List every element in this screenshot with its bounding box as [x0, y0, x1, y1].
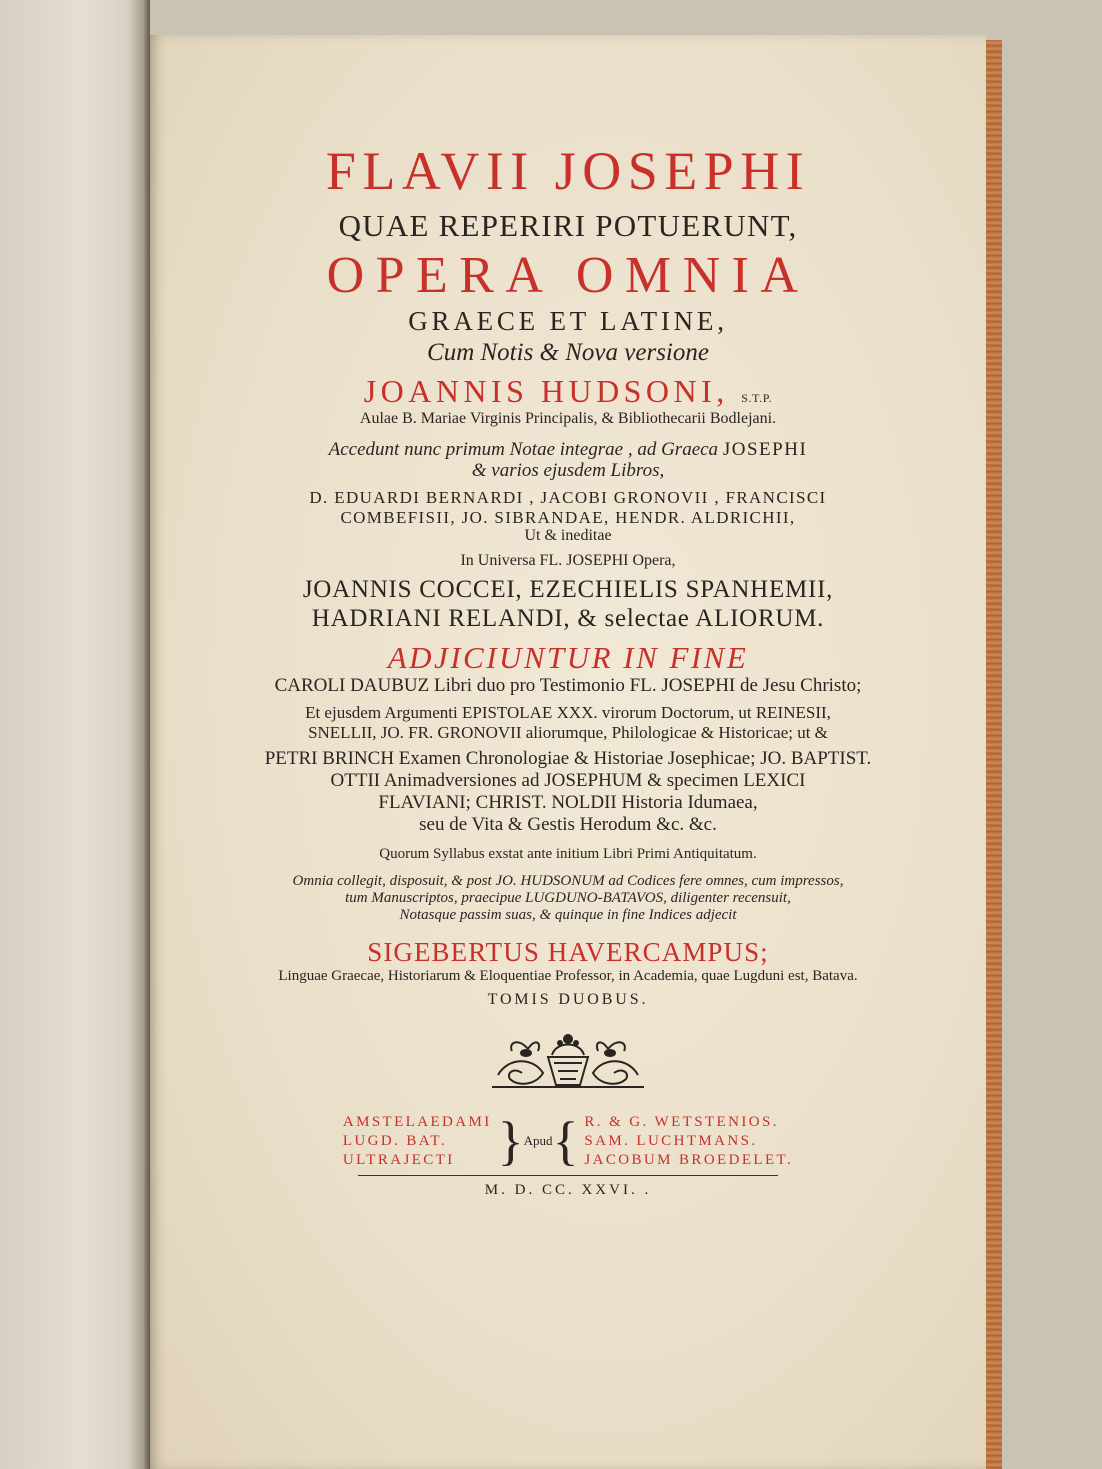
page-edges	[986, 40, 1002, 1469]
collegit-line-2: tum Manuscriptos, praecipue LUGDUNO-BATAVOS, diligenter recensuit,	[345, 890, 791, 907]
imprint-block	[200, 1111, 936, 1172]
apud-text: Apud	[523, 1133, 553, 1149]
brinch-line: PETRI BRINCH Examen Chronologiae & Historiae Josephicae; JO. BAPTIST.	[264, 748, 872, 770]
language-line: GRAECE ET LATINE,	[408, 305, 728, 336]
right-brace-icon: }	[497, 1111, 524, 1172]
collegit-line-3: Notasque passim suas, & quinque in fine Indices adjecit	[399, 907, 737, 924]
notes-line: Cum Notis & Nova versione	[427, 338, 709, 366]
adjiciuntur-heading: ADJICIUNTUR IN FINE	[387, 639, 749, 675]
printer-broedelet: JACOBUM BROEDELET.	[584, 1151, 794, 1168]
flaviani-line: FLAVIANI; CHRIST. NOLDII Historia Idumaea,	[378, 791, 758, 813]
city-utrecht: ULTRAJECTI	[342, 1151, 455, 1168]
author-heading: FLAVII JOSEPHI	[325, 141, 811, 201]
accedunt-josephi: JOSEPHI	[722, 438, 808, 460]
editor-degree: S.T.P.	[741, 391, 773, 406]
commentators-line-1: D. EDUARDI BERNARDI , JACOBI GRONOVII , FRANCISCI	[309, 488, 827, 508]
professor-line: Linguae Graecae, Historiarum & Eloquentiae Professor, in Academia, quae Lugduni est, Batava.	[278, 967, 858, 984]
main-title: OPERA OMNIA	[326, 246, 810, 304]
city-amsterdam: AMSTELAEDAMI	[342, 1114, 492, 1131]
havercampus-heading: SIGEBERTUS HAVERCAMPUS;	[367, 936, 769, 967]
imprint-apud	[497, 1111, 579, 1172]
snellii-line: SNELLII, JO. FR. GRONOVII aliorumque, Philologicae & Historicae; ut &	[308, 722, 828, 742]
printer-luchtmans: SAM. LUCHTMANS.	[584, 1132, 758, 1149]
herodum-line: seu de Vita & Gestis Herodum &c. &c.	[419, 813, 717, 835]
scholars-line-1: JOANNIS COCCEI, EZECHIELIS SPANHEMII,	[302, 576, 834, 604]
editor-title-line: Aulae B. Mariae Virginis Principalis, & Bibliothecarii Bodlejani.	[359, 410, 777, 428]
collegit-line-1: Omnia collegit, disposuit, & post JO. HUDSONUM ad Codices fere omnes, cum impressos,	[292, 872, 844, 889]
accedunt-line	[200, 439, 936, 461]
daubuz-line: CAROLI DAUBUZ Libri duo pro Testimonio FL. JOSEPHI de Jesu Christo;	[274, 675, 862, 697]
city-leiden: LUGD. BAT.	[342, 1132, 447, 1149]
commentators-line-2: COMBEFISII, JO. SIBRANDAE, HENDR. ALDRICHII,	[340, 507, 796, 527]
ottii-line: OTTII Animadversiones ad JOSEPHUM & specimen LEXICI	[330, 770, 806, 791]
editor-name	[200, 373, 936, 410]
printer-wetstenios: R. & G. WETSTENIOS.	[584, 1114, 779, 1131]
imprint-cities	[343, 1113, 492, 1169]
imprint-rule	[358, 1175, 778, 1176]
epistolae-line: Et ejusdem Argumenti EPISTOLAE XXX. virorum Doctorum, ut REINESII,	[305, 703, 831, 723]
accedunt-text: Accedunt nunc primum Notae integrae , ad Graeca	[328, 438, 719, 460]
scholars-line-2: HADRIANI RELANDI, & selectae ALIORUM.	[311, 604, 825, 632]
ineditae-line: Ut & ineditae	[524, 527, 612, 545]
publication-date: M. D. CC. XXVI. .	[484, 1182, 652, 1199]
editor-name-text: JOANNIS HUDSONI,	[363, 373, 729, 410]
syllabus-line: Quorum Syllabus exstat ante initium Libri Primi Antiquitatum.	[379, 845, 757, 862]
printers-ornament	[488, 1027, 648, 1093]
imprint-printers	[584, 1113, 793, 1169]
facing-page-left	[0, 0, 150, 1469]
left-brace-icon: {	[552, 1111, 579, 1172]
libros-line: & varios ejusdem Libros,	[471, 460, 665, 482]
title-page-text	[200, 130, 936, 1200]
subtitle-line: QUAE REPERIRI POTUERUNT,	[338, 208, 798, 244]
universa-line: In Universa FL. JOSEPHI Opera,	[460, 551, 676, 569]
tomis-line: TOMIS DUOBUS.	[487, 990, 649, 1008]
